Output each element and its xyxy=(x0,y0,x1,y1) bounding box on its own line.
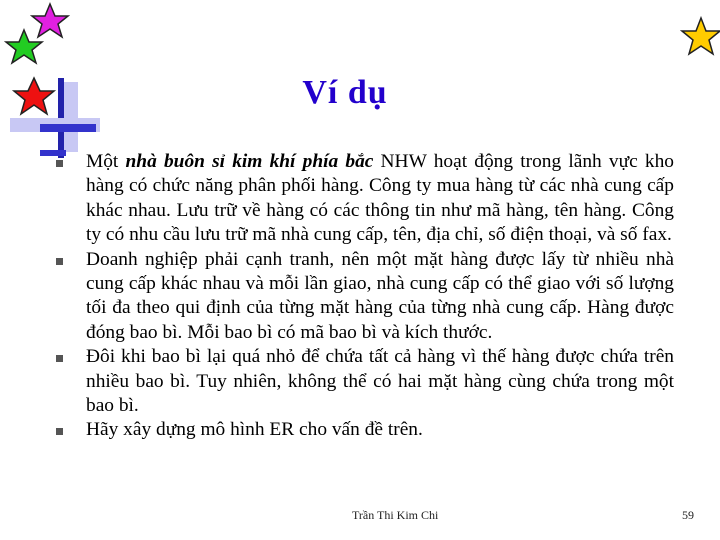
bullet-2-text: Doanh nghiệp phải cạnh tranh, nên một mặt hàng được lấy từ nhiều nhà cung cấp khác nhau và mỗi lần giao, nhà cung cấp có thể giao với số lượng tối đa theo qui định của từng mặt hàng của từng nhà cung cấp. Hàng được đóng bao bì. Mỗi bao bì có mã bao bì và kích thước. xyxy=(86,248,674,343)
bullet-1-emphasis: nhà buôn sỉ kim khí phía bắc xyxy=(125,151,374,172)
deco-bar-horizontal-dark xyxy=(40,124,96,132)
decoration-stars-bars xyxy=(0,0,120,170)
bullet-item-1 xyxy=(52,150,674,248)
slide-title: Ví dụ xyxy=(302,74,388,111)
star-red-icon xyxy=(14,78,54,114)
star-yellow-icon xyxy=(680,16,720,58)
bullet-list xyxy=(52,150,674,443)
bullet-square-icon xyxy=(56,428,63,435)
bullet-item-4 xyxy=(52,418,674,442)
bullet-1-post: NHW hoạt động trong lãnh vực kho hàng có chức năng phân phối hàng. Công ty mua hàng từ các nhà cung cấp khác nhau. Lưu trữ về hàng có các thông tin như mã hàng, tên hàng. Công ty có nhu cầu lưu trữ mã nhà cung cấp, tên, địa chỉ, số điện thoại, và số fax. xyxy=(86,151,674,246)
page-number: 59 xyxy=(682,508,694,522)
bullet-3-text: Đôi khi bao bì lại quá nhỏ để chứa tất cả hàng vì thế hàng được chứa trên nhiều bao bì. Tuy nhiên, không thể có hai mặt hàng cùng chứa trong một bao bì. xyxy=(86,346,674,417)
star-magenta-icon xyxy=(32,4,68,37)
star-green-icon xyxy=(6,30,42,63)
bullet-square-icon xyxy=(56,160,63,167)
bullet-1-pre: Một xyxy=(86,151,126,172)
bullet-4-text: Hãy xây dựng mô hình ER cho vấn đề trên. xyxy=(86,419,423,441)
deco-bar-vertical-light xyxy=(64,82,78,152)
bullet-square-icon xyxy=(56,355,63,362)
bullet-square-icon xyxy=(56,258,63,265)
bullet-item-2 xyxy=(52,248,674,346)
footer-author: Trần Thi Kim Chi xyxy=(352,508,439,522)
bullet-item-3 xyxy=(52,345,674,418)
